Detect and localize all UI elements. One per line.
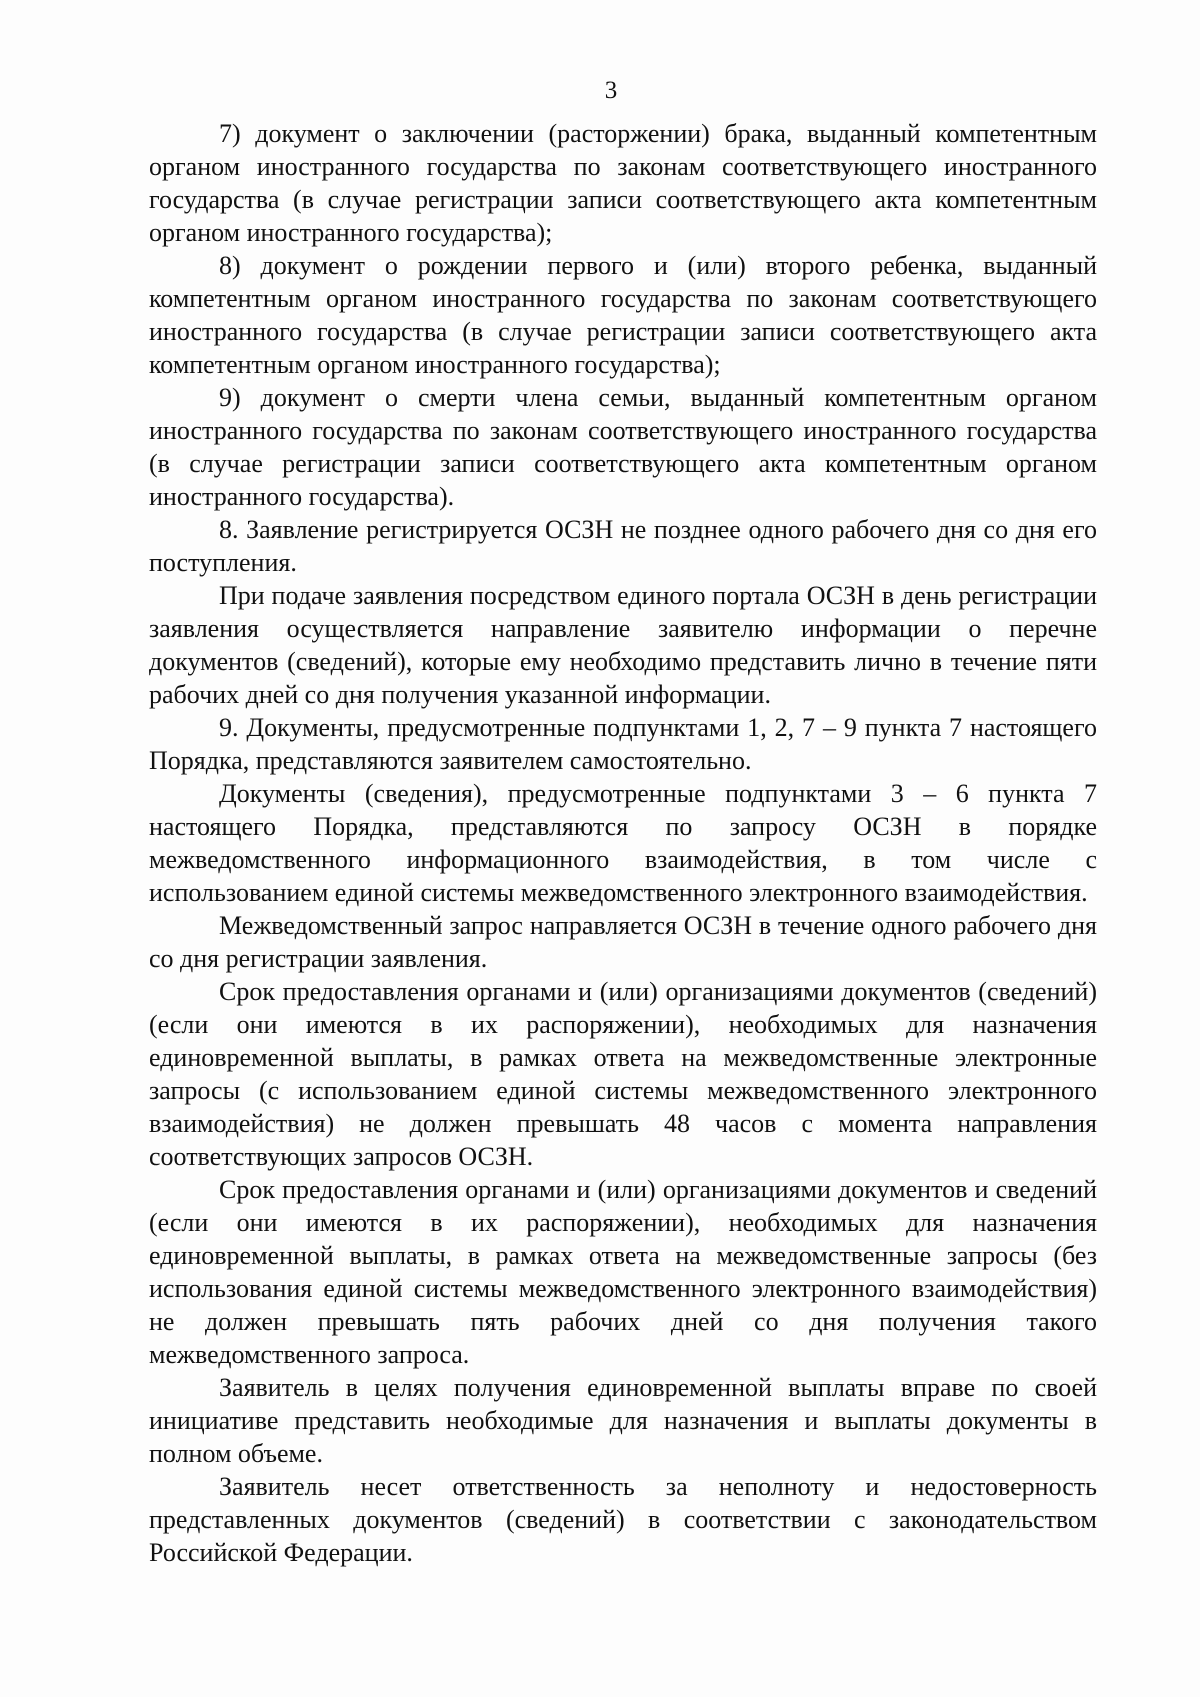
paragraph-clause-8-registration: 8. Заявление регистрируется ОСЗН не позднее одного рабочего дня со дня его поступления. — [149, 515, 1097, 577]
paragraph-applicant-initiative: Заявитель в целях получения единовременной выплаты вправе по своей инициативе представить необходимые для назначения и выплаты документы в полном объеме. — [149, 1373, 1097, 1468]
paragraph-item-7-marriage-document: 7) документ о заключении (расторжении) брака, выданный компетентным органом иностранного государства по законам соответствующего иностранного государства (в случае регистрации записи соответствующего акта компетентным органом иностранного государства); — [149, 119, 1097, 247]
paragraph-applicant-responsibility: Заявитель несет ответственность за неполноту и недостоверность представленных документов (сведений) в соответствии с законодательством Российской Федерации. — [149, 1472, 1097, 1567]
paragraph-electronic-deadline: Срок предоставления органами и (или) организациями документов (сведений) (если они имеются в их распоряжении), необходимых для назначения единовременной выплаты, в рамках ответа на межведомственные электронные запросы (с использованием единой системы межведомственного электронного взаимодействия) не должен превышать 48 часов с момента направления соответствующих запросов ОСЗН. — [149, 977, 1097, 1171]
page-number: 3 — [604, 77, 618, 104]
paragraph-portal-submission: При подаче заявления посредством единого портала ОСЗН в день регистрации заявления осуществляется направление заявителю информации о перечне документов (сведений), которые ему необходимо представить лично в течение пяти рабочих дней со дня получения указанной информации. — [149, 581, 1097, 709]
paragraph-interagency-request: Межведомственный запрос направляется ОСЗН в течение одного рабочего дня со дня регистрации заявления. — [149, 911, 1097, 973]
paragraph-clause-9-documents: 9. Документы, предусмотренные подпунктами 1, 2, 7 – 9 пункта 7 настоящего Порядка, представляются заявителем самостоятельно. — [149, 713, 1097, 775]
paragraph-item-9-death-document: 9) документ о смерти члена семьи, выданный компетентным органом иностранного государства по законам соответствующего иностранного государства (в случае регистрации записи соответствующего акта компетентным органом иностранного государства). — [149, 383, 1097, 511]
document-body — [149, 117, 1097, 1569]
paragraph-non-electronic-deadline: Срок предоставления органами и (или) организациями документов и сведений (если они имеются в их распоряжении), необходимых для назначения единовременной выплаты, в рамках ответа на межведомственные запросы (без использования единой системы межведомственного электронного взаимодействия) не должен превышать пять рабочих дней со дня получения такого межведомственного запроса. — [149, 1175, 1097, 1369]
paragraph-interagency-documents: Документы (сведения), предусмотренные подпунктами 3 – 6 пункта 7 настоящего Порядка, представляются по запросу ОСЗН в порядке межведомственного информационного взаимодействия, в том числе с использованием единой системы межведомственного электронного взаимодействия. — [149, 779, 1097, 907]
paragraph-item-8-birth-document: 8) документ о рождении первого и (или) второго ребенка, выданный компетентным органом иностранного государства по законам соответствующего иностранного государства (в случае регистрации записи соответствующего акта компетентным органом иностранного государства); — [149, 251, 1097, 379]
